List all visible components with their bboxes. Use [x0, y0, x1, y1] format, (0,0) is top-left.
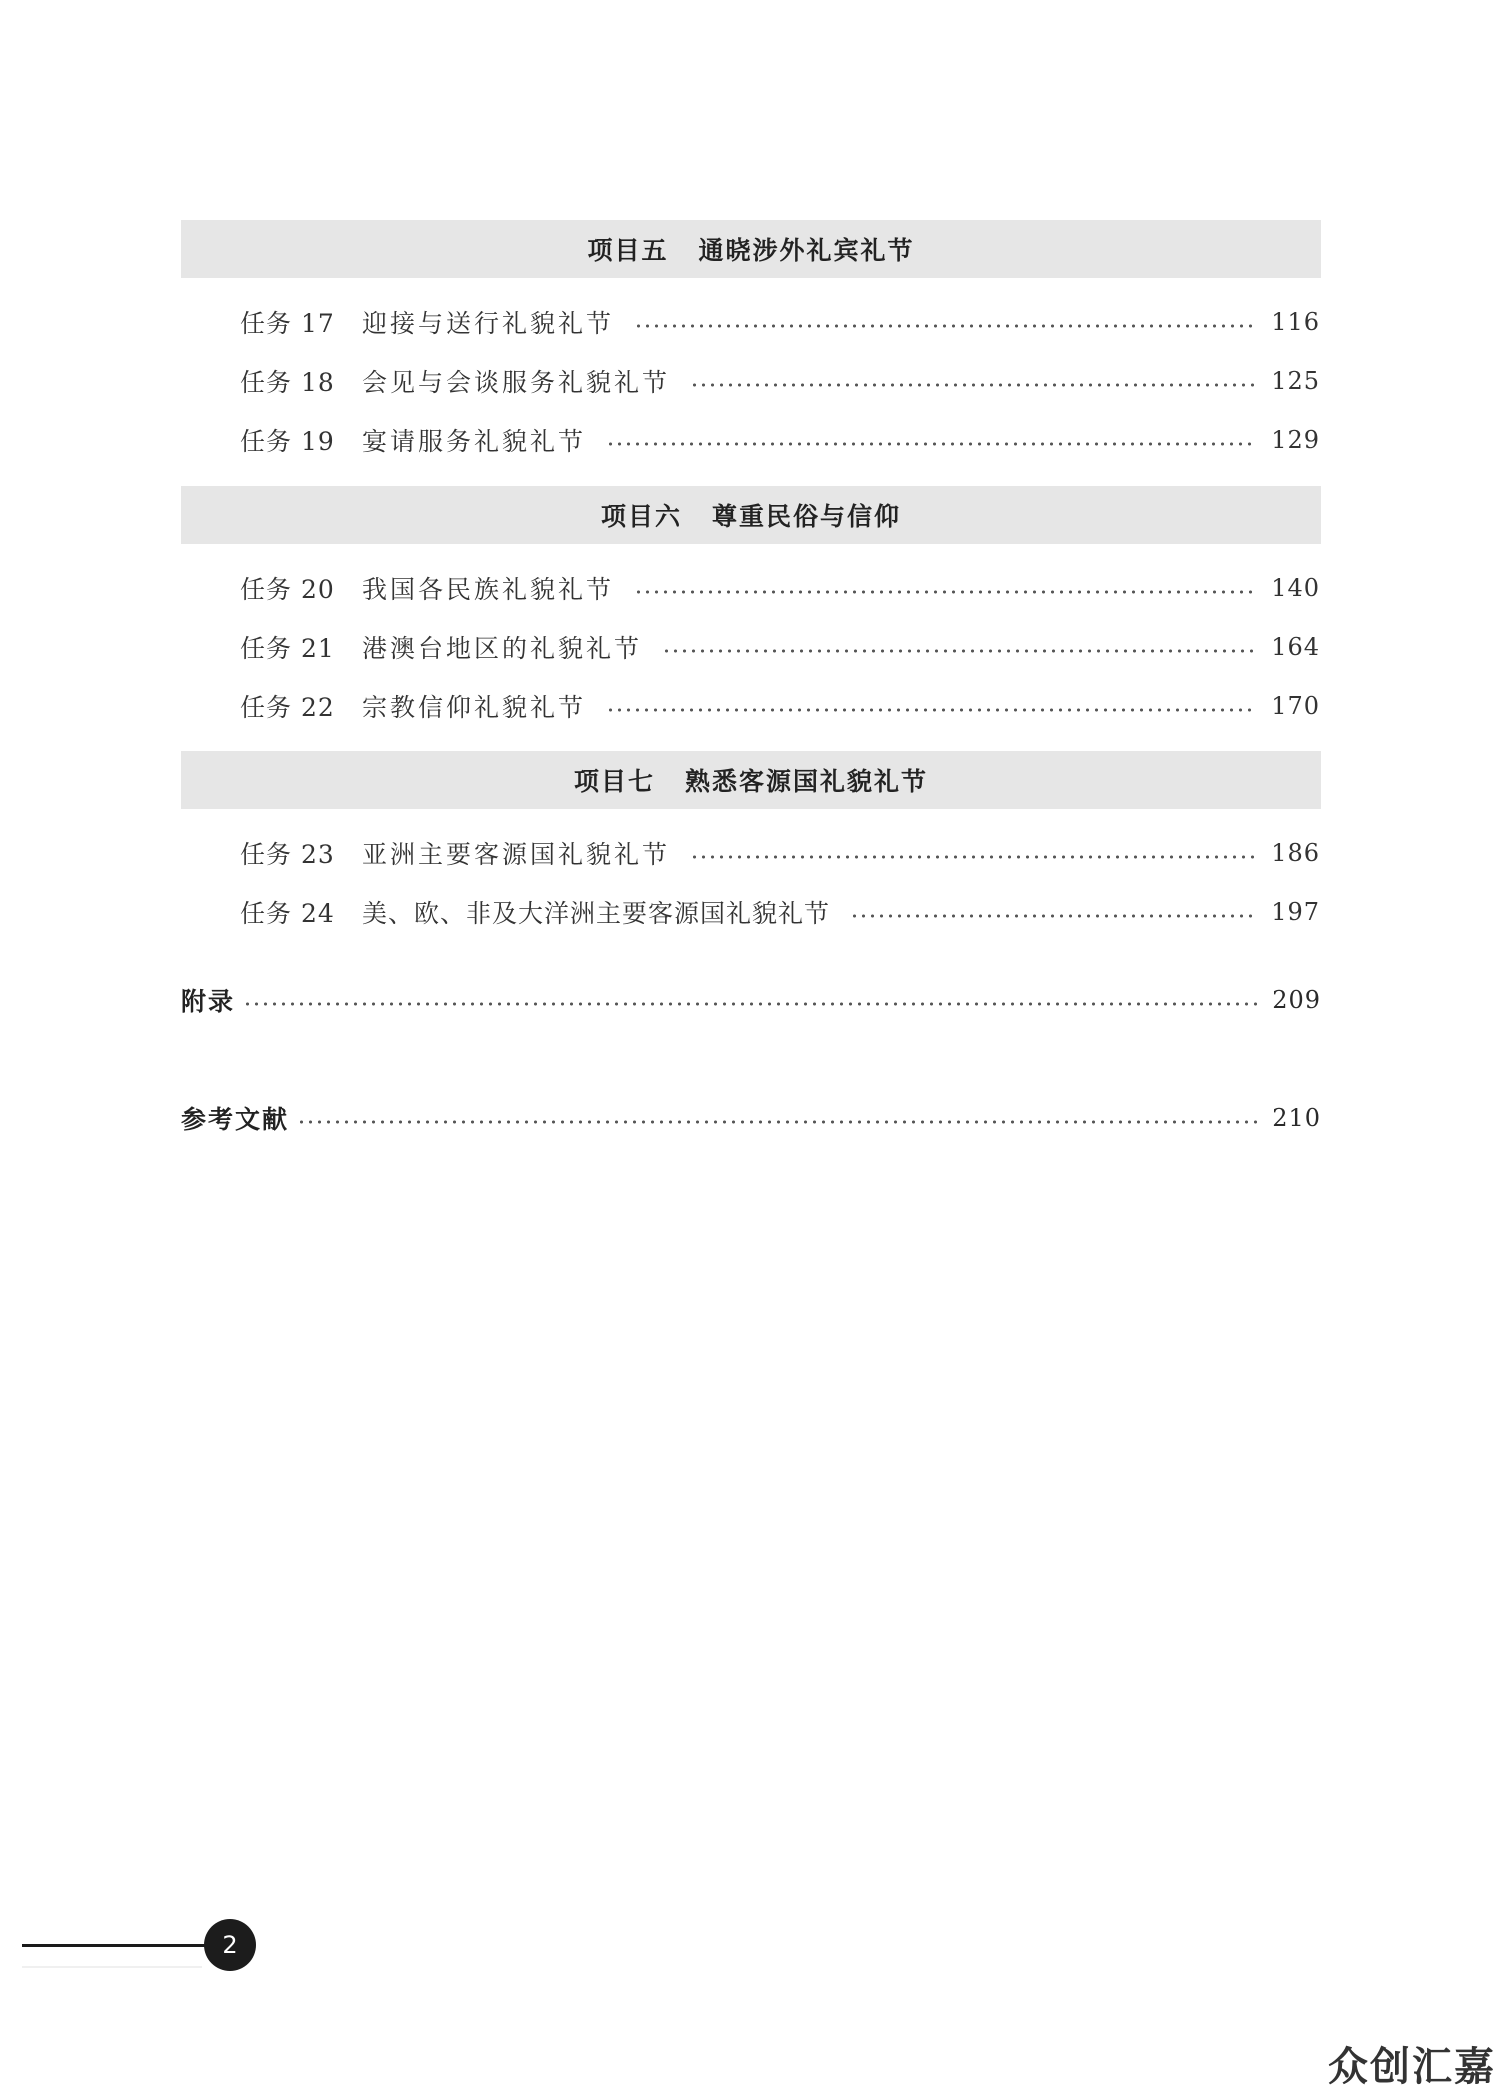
footer-rule [22, 1944, 222, 1947]
dot-leader [606, 707, 1257, 713]
page-number: 186 [1271, 839, 1320, 867]
section-label: 项目六 [600, 502, 682, 531]
task-title: 我国各民族礼貌礼节 [362, 575, 615, 604]
section-title: 通晓涉外礼宾礼节 [698, 236, 915, 265]
task-title: 亚洲主要客源国礼貌礼节 [362, 840, 671, 869]
page-number: 129 [1271, 426, 1320, 454]
appendix-title: 附录 [181, 987, 236, 1016]
toc-entry[interactable] [240, 361, 1320, 401]
task-title: 美、欧、非及大洋洲主要客源国礼貌礼节 [362, 899, 831, 928]
task-title: 迎接与送行礼貌礼节 [362, 309, 615, 338]
dot-leader [634, 323, 1257, 329]
task-number: 任务 17 [240, 309, 335, 338]
toc-entry[interactable] [240, 627, 1320, 667]
footer-rule-shadow [22, 1966, 202, 1968]
task-number: 任务 24 [240, 899, 335, 928]
section-header-5 [181, 220, 1321, 278]
dot-leader [606, 441, 1257, 447]
toc-entry[interactable] [240, 568, 1320, 608]
page-number: 209 [1272, 986, 1321, 1014]
task-number: 任务 18 [240, 368, 335, 397]
section-header-6 [181, 486, 1321, 544]
toc-entry[interactable] [240, 686, 1320, 726]
dot-leader [297, 1119, 1258, 1125]
toc-entry[interactable] [240, 833, 1320, 873]
dot-leader [243, 1001, 1258, 1007]
section-title: 熟悉客源国礼貌礼节 [685, 767, 929, 796]
watermark: 众创汇嘉 [1328, 2044, 1496, 2090]
task-title: 会见与会谈服务礼貌礼节 [362, 368, 671, 397]
page-number-badge: 2 [204, 1919, 256, 1971]
dot-leader [690, 382, 1257, 388]
dot-leader [662, 648, 1257, 654]
toc-appendix[interactable] [181, 980, 1321, 1020]
references-title: 参考文献 [181, 1105, 290, 1134]
section-label: 项目七 [573, 767, 655, 796]
page-number: 197 [1271, 898, 1320, 926]
task-title: 港澳台地区的礼貌礼节 [362, 634, 643, 663]
task-number: 任务 21 [240, 634, 335, 663]
task-number: 任务 23 [240, 840, 335, 869]
page-number: 164 [1271, 633, 1320, 661]
toc-entry[interactable] [240, 892, 1320, 932]
page-number: 140 [1271, 574, 1320, 602]
page-number: 210 [1272, 1104, 1321, 1132]
toc-entry[interactable] [240, 420, 1320, 460]
page-number: 125 [1271, 367, 1320, 395]
page-number: 116 [1271, 308, 1320, 336]
dot-leader [634, 589, 1257, 595]
page-number: 170 [1271, 692, 1320, 720]
toc-references[interactable] [181, 1098, 1321, 1138]
section-title: 尊重民俗与信仰 [712, 502, 902, 531]
section-label: 项目五 [587, 236, 669, 265]
section-header-7 [181, 751, 1321, 809]
dot-leader [690, 854, 1257, 860]
task-title: 宴请服务礼貌礼节 [362, 427, 587, 456]
task-number: 任务 19 [240, 427, 335, 456]
toc-entry[interactable] [240, 302, 1320, 342]
dot-leader [850, 913, 1257, 919]
task-number: 任务 20 [240, 575, 335, 604]
task-number: 任务 22 [240, 693, 335, 722]
task-title: 宗教信仰礼貌礼节 [362, 693, 587, 722]
